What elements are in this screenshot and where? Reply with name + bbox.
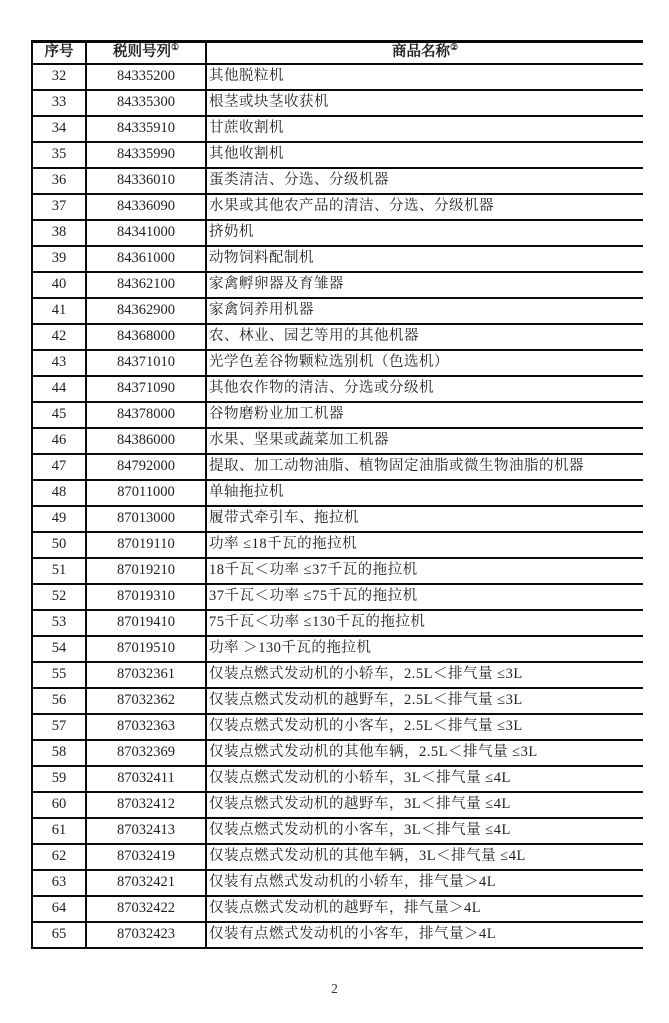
tariff-code-cell: 87019110: [86, 532, 206, 558]
tariff-code-cell: 84371090: [86, 376, 206, 402]
serial-number-cell: 38: [32, 220, 86, 246]
table-row: [32, 662, 643, 688]
product-name-cell: 其他收割机: [206, 142, 643, 168]
product-name-cell: 18千瓦＜功率 ≤37千瓦的拖拉机: [206, 558, 643, 584]
serial-number-cell: 58: [32, 740, 86, 766]
product-name-cell: 水果、坚果或蔬菜加工机器: [206, 428, 643, 454]
table-row: [32, 90, 643, 116]
header-row: [32, 42, 643, 64]
tariff-code-cell: 87019310: [86, 584, 206, 610]
tariff-code-cell: 84792000: [86, 454, 206, 480]
product-name-cell: 履带式牵引车、拖拉机: [206, 506, 643, 532]
tariff-code-cell: 84336010: [86, 168, 206, 194]
tariff-code-cell: 87032419: [86, 844, 206, 870]
serial-number-cell: 65: [32, 922, 86, 948]
tariff-code-cell: 87032369: [86, 740, 206, 766]
tariff-code-cell: 84335990: [86, 142, 206, 168]
product-name-cell: 仅装点燃式发动机的越野车，排气量＞4L: [206, 896, 643, 922]
product-name-cell: 仅装点燃式发动机的小轿车，2.5L＜排气量 ≤3L: [206, 662, 643, 688]
serial-number-cell: 55: [32, 662, 86, 688]
serial-number-cell: 41: [32, 298, 86, 324]
tariff-code-cell: 87032423: [86, 922, 206, 948]
tariff-code-cell: 87032361: [86, 662, 206, 688]
serial-number-cell: 53: [32, 610, 86, 636]
table-row: [32, 402, 643, 428]
tariff-code-cell: 87032363: [86, 714, 206, 740]
serial-number-cell: 64: [32, 896, 86, 922]
table-row: [32, 766, 643, 792]
product-name-cell: 其他农作物的清洁、分选或分级机: [206, 376, 643, 402]
product-name-cell: 蛋类清洁、分选、分级机器: [206, 168, 643, 194]
table-row: [32, 142, 643, 168]
table-row: [32, 792, 643, 818]
table-row: [32, 818, 643, 844]
page-number: 2: [331, 981, 338, 996]
product-name-cell: 水果或其他农产品的清洁、分选、分级机器: [206, 194, 643, 220]
serial-number-cell: 33: [32, 90, 86, 116]
tariff-code-cell: 84378000: [86, 402, 206, 428]
tariff-code-cell: 87032421: [86, 870, 206, 896]
serial-number-cell: 44: [32, 376, 86, 402]
serial-number-cell: 35: [32, 142, 86, 168]
serial-number-cell: 63: [32, 870, 86, 896]
header-product-name: [206, 42, 643, 64]
product-name-cell: 仅装点燃式发动机的其他车辆，2.5L＜排气量 ≤3L: [206, 740, 643, 766]
footnote-marker-2: ②: [449, 42, 459, 53]
serial-number-cell: 39: [32, 246, 86, 272]
product-name-cell: 动物饲料配制机: [206, 246, 643, 272]
serial-number-cell: 48: [32, 480, 86, 506]
tariff-code-cell: 87032413: [86, 818, 206, 844]
table-row: [32, 428, 643, 454]
serial-number-cell: 51: [32, 558, 86, 584]
product-name-cell: 单轴拖拉机: [206, 480, 643, 506]
product-name-cell: 功率 ≤18千瓦的拖拉机: [206, 532, 643, 558]
product-name-cell: 谷物磨粉业加工机器: [206, 402, 643, 428]
serial-number-cell: 60: [32, 792, 86, 818]
serial-number-cell: 54: [32, 636, 86, 662]
product-name-cell: 37千瓦＜功率 ≤75千瓦的拖拉机: [206, 584, 643, 610]
table-row: [32, 844, 643, 870]
product-name-cell: 家禽孵卵器及育雏器: [206, 272, 643, 298]
header-product-name-label: 商品名称: [391, 44, 450, 61]
tariff-code-cell: 84362100: [86, 272, 206, 298]
table-row: [32, 636, 643, 662]
tariff-table: [31, 40, 643, 949]
tariff-code-cell: 87013000: [86, 506, 206, 532]
product-name-cell: 农、林业、园艺等用的其他机器: [206, 324, 643, 350]
product-name-cell: 仅装点燃式发动机的其他车辆，3L＜排气量 ≤4L: [206, 844, 643, 870]
product-name-cell: 仅装有点燃式发动机的小轿车，排气量＞4L: [206, 870, 643, 896]
tariff-code-cell: 84362900: [86, 298, 206, 324]
serial-number-cell: 52: [32, 584, 86, 610]
tariff-code-cell: 87019410: [86, 610, 206, 636]
footnote-marker-1: ①: [170, 42, 180, 53]
tariff-code-cell: 84335910: [86, 116, 206, 142]
tariff-code-cell: 87011000: [86, 480, 206, 506]
product-name-cell: 仅装点燃式发动机的小客车，2.5L＜排气量 ≤3L: [206, 714, 643, 740]
tariff-code-cell: 87032422: [86, 896, 206, 922]
serial-number-cell: 43: [32, 350, 86, 376]
table-row: [32, 610, 643, 636]
product-name-cell: 仅装点燃式发动机的小客车，3L＜排气量 ≤4L: [206, 818, 643, 844]
table-row: [32, 480, 643, 506]
table-row: [32, 298, 643, 324]
tariff-code-cell: 84335300: [86, 90, 206, 116]
serial-number-cell: 34: [32, 116, 86, 142]
table-row: [32, 324, 643, 350]
table-row: [32, 272, 643, 298]
tariff-code-cell: 84335200: [86, 64, 206, 90]
table-row: [32, 220, 643, 246]
serial-number-cell: 57: [32, 714, 86, 740]
product-name-cell: 提取、加工动物油脂、植物固定油脂或微生物油脂的机器: [206, 454, 643, 480]
serial-number-cell: 45: [32, 402, 86, 428]
table-row: [32, 506, 643, 532]
serial-number-cell: 37: [32, 194, 86, 220]
table-row: [32, 532, 643, 558]
table-row: [32, 168, 643, 194]
table-row: [32, 896, 643, 922]
tariff-code-cell: 84368000: [86, 324, 206, 350]
product-name-cell: 根茎或块茎收获机: [206, 90, 643, 116]
serial-number-cell: 56: [32, 688, 86, 714]
serial-number-cell: 50: [32, 532, 86, 558]
serial-number-cell: 46: [32, 428, 86, 454]
product-name-cell: 仅装点燃式发动机的小轿车，3L＜排气量 ≤4L: [206, 766, 643, 792]
tariff-code-cell: 87019510: [86, 636, 206, 662]
product-name-cell: 仅装有点燃式发动机的小客车，排气量＞4L: [206, 922, 643, 948]
tariff-code-cell: 84341000: [86, 220, 206, 246]
table-row: [32, 740, 643, 766]
header-serial-number-label: 序号: [44, 44, 74, 61]
serial-number-cell: 42: [32, 324, 86, 350]
table-row: [32, 584, 643, 610]
tariff-code-cell: 87019210: [86, 558, 206, 584]
tariff-code-cell: 87032411: [86, 766, 206, 792]
header-serial-number: [32, 42, 86, 64]
tariff-code-cell: 87032362: [86, 688, 206, 714]
serial-number-cell: 49: [32, 506, 86, 532]
header-tariff-code-label: 税则号列: [112, 44, 171, 61]
product-name-cell: 挤奶机: [206, 220, 643, 246]
table-row: [32, 64, 643, 90]
product-name-cell: 功率 ＞130千瓦的拖拉机: [206, 636, 643, 662]
table-row: [32, 246, 643, 272]
product-name-cell: 甘蔗收割机: [206, 116, 643, 142]
product-name-cell: 仅装点燃式发动机的越野车，3L＜排气量 ≤4L: [206, 792, 643, 818]
serial-number-cell: 61: [32, 818, 86, 844]
tariff-code-cell: 87032412: [86, 792, 206, 818]
tariff-code-cell: 84336090: [86, 194, 206, 220]
serial-number-cell: 40: [32, 272, 86, 298]
tariff-code-cell: 84386000: [86, 428, 206, 454]
table-row: [32, 714, 643, 740]
table-row: [32, 350, 643, 376]
serial-number-cell: 47: [32, 454, 86, 480]
product-name-cell: 其他脱粒机: [206, 64, 643, 90]
table-row: [32, 688, 643, 714]
table-row: [32, 454, 643, 480]
table-row: [32, 116, 643, 142]
table-row: [32, 376, 643, 402]
tariff-code-cell: 84361000: [86, 246, 206, 272]
table-row: [32, 558, 643, 584]
tariff-code-cell: 84371010: [86, 350, 206, 376]
serial-number-cell: 62: [32, 844, 86, 870]
table-row: [32, 922, 643, 948]
header-tariff-code: [86, 42, 206, 64]
product-name-cell: 家禽饲养用机器: [206, 298, 643, 324]
serial-number-cell: 59: [32, 766, 86, 792]
serial-number-cell: 32: [32, 64, 86, 90]
serial-number-cell: 36: [32, 168, 86, 194]
table-row: [32, 194, 643, 220]
product-name-cell: 75千瓦＜功率 ≤130千瓦的拖拉机: [206, 610, 643, 636]
product-name-cell: 仅装点燃式发动机的越野车，2.5L＜排气量 ≤3L: [206, 688, 643, 714]
product-name-cell: 光学色差谷物颗粒选别机（色选机）: [206, 350, 643, 376]
table-row: [32, 870, 643, 896]
